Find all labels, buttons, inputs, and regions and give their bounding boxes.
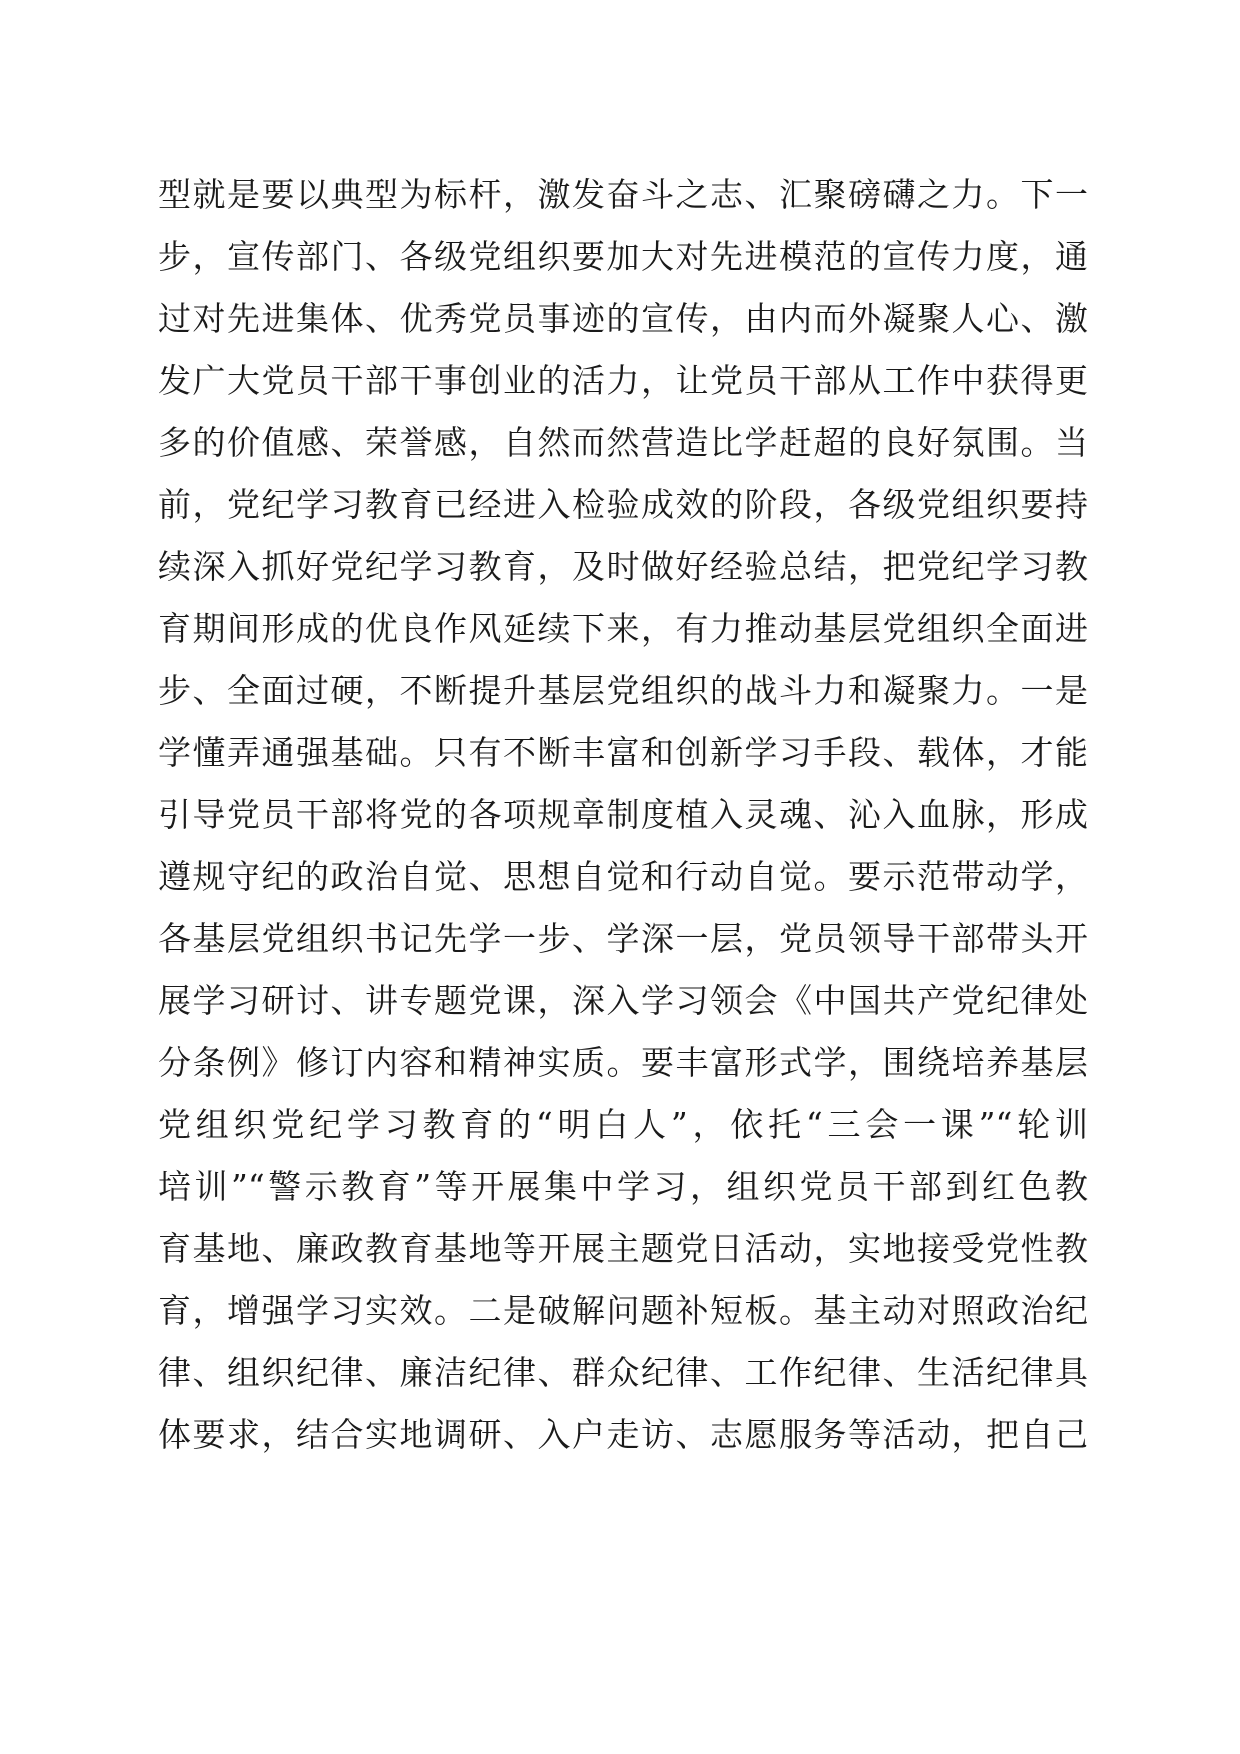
text-line: 步、全面过硬，不断提升基层党组织的战斗力和凝聚力。一是 xyxy=(158,671,1088,710)
text-line: 学懂弄通强基础。只有不断丰富和创新学习手段、载体，才能 xyxy=(158,733,1088,772)
text-line: 前，党纪学习教育已经进入检验成效的阶段，各级党组织要持 xyxy=(158,485,1088,524)
text-line: 多的价值感、荣誉感，自然而然营造比学赶超的良好氛围。当 xyxy=(158,423,1088,462)
text-line: 引导党员干部将党的各项规章制度植入灵魂、沁入血脉，形成 xyxy=(158,795,1088,834)
text-line: 过对先进集体、优秀党员事迹的宣传，由内而外凝聚人心、激 xyxy=(158,299,1088,338)
text-line: 律、组织纪律、廉洁纪律、群众纪律、工作纪律、生活纪律具 xyxy=(158,1353,1088,1392)
text-line: 步，宣传部门、各级党组织要加大对先进模范的宣传力度，通 xyxy=(158,237,1088,276)
text-line: 遵规守纪的政治自觉、思想自觉和行动自觉。要示范带动学， xyxy=(158,857,1088,896)
text-line: 培训”“警示教育”等开展集中学习，组织党员干部到红色教 xyxy=(158,1167,1088,1206)
body-text xyxy=(158,164,1088,1466)
text-line: 体要求，结合实地调研、入户走访、志愿服务等活动，把自己 xyxy=(158,1415,1088,1454)
text-line: 各基层党组织书记先学一步、学深一层，党员领导干部带头开 xyxy=(158,919,1088,958)
text-line: 党组织党纪学习教育的“明白人”，依托“三会一课”“轮训 xyxy=(158,1105,1088,1144)
text-line: 育基地、廉政教育基地等开展主题党日活动，实地接受党性教 xyxy=(158,1229,1088,1268)
text-line: 育，增强学习实效。二是破解问题补短板。基主动对照政治纪 xyxy=(158,1291,1088,1330)
text-line: 型就是要以典型为标杆，激发奋斗之志、汇聚磅礴之力。下一 xyxy=(158,175,1088,214)
text-line: 发广大党员干部干事创业的活力，让党员干部从工作中获得更 xyxy=(158,361,1088,400)
text-line: 育期间形成的优良作风延续下来，有力推动基层党组织全面进 xyxy=(158,609,1088,648)
text-line: 续深入抓好党纪学习教育，及时做好经验总结，把党纪学习教 xyxy=(158,547,1088,586)
text-line: 展学习研讨、讲专题党课，深入学习领会《中国共产党纪律处 xyxy=(158,981,1088,1020)
text-line: 分条例》修订内容和精神实质。要丰富形式学，围绕培养基层 xyxy=(158,1043,1088,1082)
